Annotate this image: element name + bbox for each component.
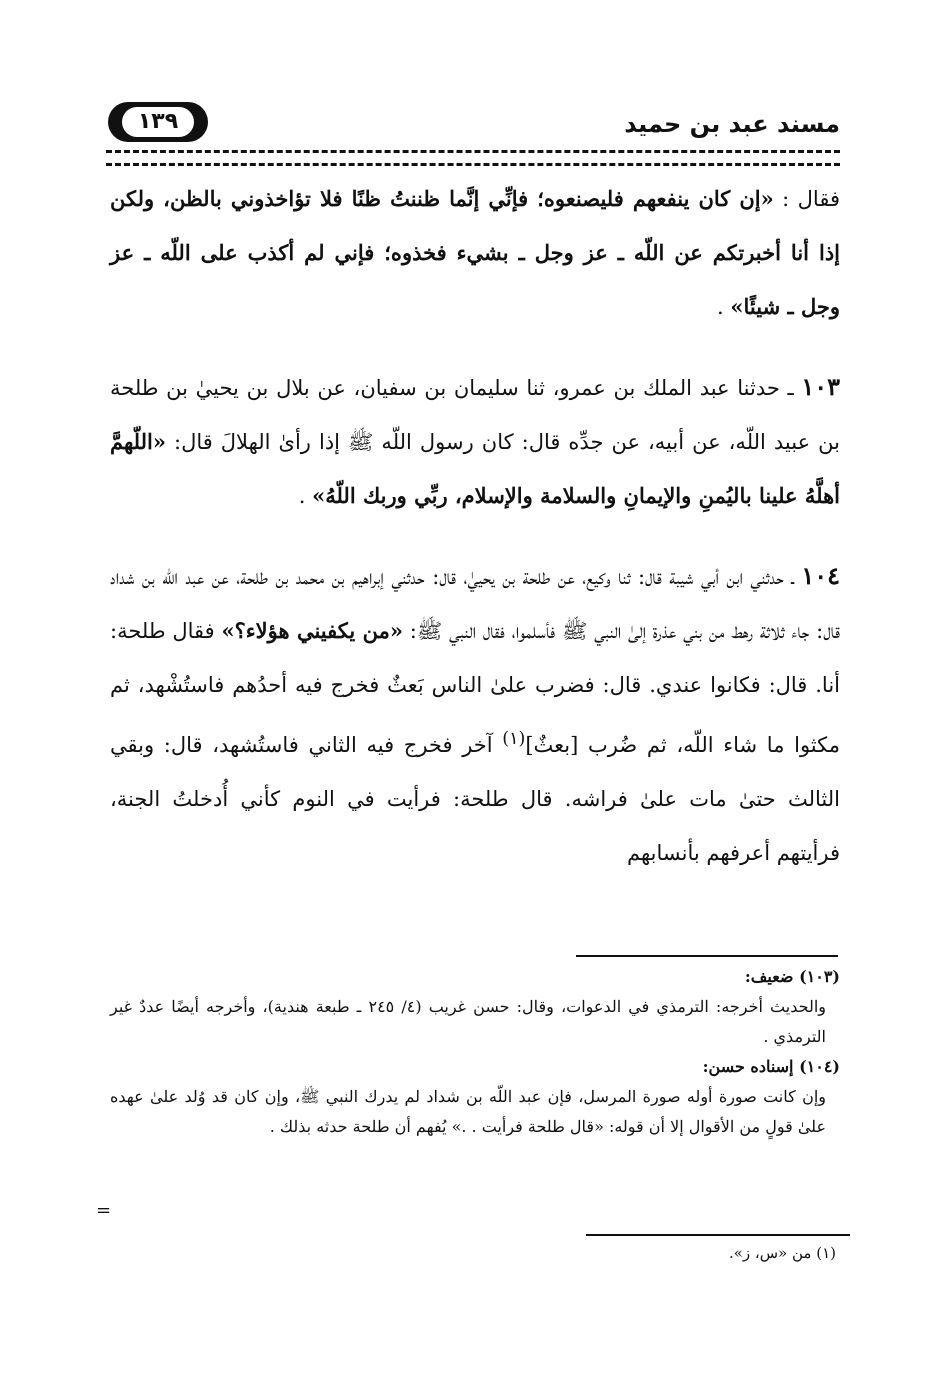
footnote-ref: (١) bbox=[502, 729, 526, 749]
hadith-number: ١٠٣ bbox=[801, 372, 840, 401]
hadith-quote: «اللّهمَّ أهلَّهُ علينا باليُمنِ والإيمانِ والسلامة والإسلام، ربِّي وربك اللّهُ» bbox=[110, 429, 840, 508]
page-number: ١٣٩ bbox=[122, 107, 194, 137]
hadith-quote: «إن كان ينفعهم فليصنعوه؛ فإنِّي إنَّما ظننتُ ظنًا فلا تؤاخذوني بالظن، ولكن إذا أنا أخبرتكم عن اللّه ـ عز وجل ـ بشيء فخذوه؛ فإني لم أكذب على اللّه ـ عز وجل ـ شيئًا» bbox=[110, 186, 840, 319]
para-lead: فقال : bbox=[773, 187, 840, 211]
note-103-heading: (١٠٣) ضعيف: bbox=[744, 967, 840, 986]
hadith-103 bbox=[110, 360, 840, 523]
note-104-heading: (١٠٤) إسناده حسن: bbox=[702, 1057, 840, 1076]
page-number-badge bbox=[108, 102, 208, 142]
hadith-text: فقال طلحة: أنا. قال: فكانوا عندي. قال: فضرب علىٰ الناس بَعثٌ فخرج فيه أحدُهم فاستُشْهد، ثم مكثوا ما شاء اللّه، ثم ضُرب [بعثٌ] bbox=[110, 619, 840, 757]
footnote-divider bbox=[586, 1234, 850, 1236]
paragraph-continuation bbox=[110, 172, 840, 334]
hadith-text: ـ حدثني ابن أبي شيبة قال: ثنا وكيع، عن طلحة بن يحييٰ، قال: حدثني إبراهيم بن محمد بن طلحة، عن عبد اللّه بن شداد قال: جاء ثلاثة رهط من بني عذرة إلىٰ النبي ﷺ فأسلموا، فقال النبي ﷺ: bbox=[110, 565, 840, 643]
note-103-body: والحديث أخرجه: الترمذي في الدعوات، وقال: حسن غريب (٤/ ٢٤٥ ـ طبعة هندية)، وأخرجه أيضًا عددٌ غير الترمذي . bbox=[110, 997, 826, 1046]
hadith-number: ١٠٤ bbox=[801, 561, 840, 590]
hadith-104 bbox=[110, 549, 840, 880]
hadith-text: آخر فخرج فيه الثاني فاستُشهد، قال: وبقي الثالث حتىٰ مات علىٰ فراشه. قال طلحة: فرأيت في النوم كأني أُدخلتُ الجنة، فرأيتهم أعرفهم بأنسابهم bbox=[110, 733, 840, 865]
note-104-body: وإن كانت صورة أوله صورة المرسل، فإن عبد اللّه بن شداد لم يدرك النبي ﷺ، وإن كان قد وُلد علىٰ عهده علىٰ قولٍ من الأقوال إلا أن قوله: «قال طلحة فرأيت . .» يُفهم أن طلحة حدثه بذلك . bbox=[110, 1087, 826, 1136]
margin-mark: = bbox=[96, 1200, 112, 1221]
para-end: . bbox=[298, 484, 313, 508]
main-text bbox=[110, 172, 840, 906]
footnote: (١) من «س، ز». bbox=[728, 1244, 836, 1262]
header-divider bbox=[106, 150, 840, 166]
commentary-notes bbox=[110, 962, 840, 1142]
hadith-quote: «من يكفيني هؤلاء؟» bbox=[221, 618, 403, 643]
hadith-text: ـ حدثنا عبد الملك بن عمرو، ثنا سليمان بن سفيان، عن بلال بن يحييٰ بن طلحة بن عبيد اللّه، عن أبيه، عن جدِّه قال: كان رسول اللّه ﷺ إذا رأىٰ الهلالَ قال: bbox=[110, 376, 840, 454]
notes-divider bbox=[576, 955, 838, 957]
page-header bbox=[100, 96, 840, 150]
para-end: . bbox=[717, 295, 731, 319]
book-title: مسند عبد بن حميد bbox=[624, 110, 840, 138]
